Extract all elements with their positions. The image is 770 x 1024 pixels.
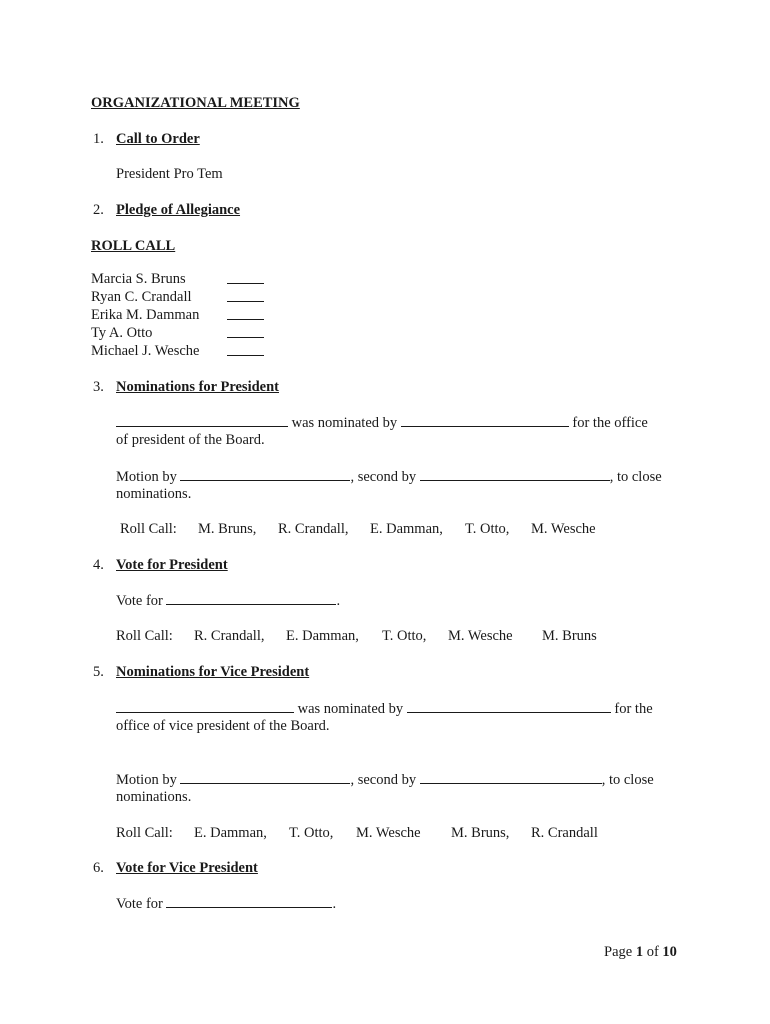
item-2-heading: Pledge of Allegiance (116, 202, 241, 218)
item-5-heading: Nominations for Vice President (116, 664, 310, 680)
roll-call-name: E. Damman, (194, 825, 267, 841)
item-3-nominations: nominations. (116, 486, 192, 502)
for-the-text: for the (614, 701, 653, 717)
roll-call-member: Marcia S. Bruns (91, 271, 186, 287)
item-3-heading: Nominations for President (116, 379, 279, 395)
item-5-motion-line (116, 770, 654, 789)
roll-call-label: Roll Call: (116, 628, 173, 644)
item-4-heading: Vote for President (116, 557, 228, 573)
attendance-blank[interactable] (227, 270, 264, 284)
roll-call-name: M. Bruns (542, 628, 597, 644)
attendance-blank[interactable] (227, 324, 264, 338)
item-5-line2: office of vice president of the Board. (116, 718, 330, 734)
motion-by-blank[interactable] (180, 467, 350, 481)
item-4-vote-line (116, 591, 340, 610)
to-close-text: , to close (609, 469, 662, 485)
page-total: 10 (662, 944, 677, 960)
attendance-blank[interactable] (227, 306, 264, 320)
roll-call-name: M. Bruns, (198, 521, 257, 537)
item-3-line1 (116, 413, 648, 432)
item-6-vote-line (116, 894, 336, 913)
page-number: 1 (635, 944, 644, 960)
item-1-heading: Call to Order (116, 131, 200, 147)
item-5-line1 (116, 699, 653, 718)
motion-by-text: Motion by (116, 469, 177, 485)
roll-call-member: Erika M. Damman (91, 307, 200, 323)
attendance-blank[interactable] (227, 288, 264, 302)
page-footer (604, 943, 677, 961)
was-nominated-by-text: was nominated by (291, 415, 398, 431)
of-label: of (646, 944, 659, 960)
roll-call-member: Ty A. Otto (91, 325, 153, 341)
roll-call-name: T. Otto, (289, 825, 334, 841)
motion-by-text: Motion by (116, 772, 177, 788)
item-5-number: 5. (93, 664, 104, 680)
second-by-blank[interactable] (420, 467, 610, 481)
item-1-text: President Pro Tem (116, 166, 223, 182)
document-title: ORGANIZATIONAL MEETING (91, 95, 300, 111)
vote-for-blank[interactable] (166, 894, 332, 908)
roll-call-name: M. Wesche (448, 628, 513, 644)
roll-call-heading: ROLL CALL (91, 238, 176, 254)
roll-call-member: Ryan C. Crandall (91, 289, 192, 305)
item-3-line2: of president of the Board. (116, 432, 265, 448)
item-1-number: 1. (93, 131, 104, 147)
roll-call-name: R. Crandall, (194, 628, 265, 644)
roll-call-label: Roll Call: (116, 825, 173, 841)
was-nominated-by-text: was nominated by (297, 701, 404, 717)
roll-call-name: R. Crandall (531, 825, 598, 841)
nominee-blank[interactable] (116, 699, 294, 713)
vote-for-blank[interactable] (166, 591, 336, 605)
item-3-roll-call (0, 520, 770, 538)
item-3-motion-line (116, 467, 662, 486)
roll-call-name: M. Bruns, (451, 825, 510, 841)
item-6-number: 6. (93, 860, 104, 876)
attendance-blank[interactable] (227, 342, 264, 356)
second-by-blank[interactable] (420, 770, 602, 784)
period-text: . (336, 593, 341, 609)
page-label: Page (604, 944, 633, 960)
nominee-blank[interactable] (116, 413, 288, 427)
second-by-text: , second by (350, 469, 417, 485)
period-text: . (332, 896, 337, 912)
item-5-roll-call (0, 824, 770, 842)
roll-call-name: T. Otto, (465, 521, 510, 537)
nominator-blank[interactable] (407, 699, 611, 713)
vote-for-text: Vote for (116, 593, 163, 609)
roll-call-label: Roll Call: (120, 521, 177, 537)
motion-by-blank[interactable] (180, 770, 350, 784)
roll-call-name: R. Crandall, (278, 521, 349, 537)
item-2-number: 2. (93, 202, 104, 218)
second-by-text: , second by (350, 772, 417, 788)
item-4-number: 4. (93, 557, 104, 573)
for-the-office-text: for the office (572, 415, 648, 431)
item-4-roll-call (0, 627, 770, 645)
vote-for-text: Vote for (116, 896, 163, 912)
nominator-blank[interactable] (401, 413, 569, 427)
roll-call-member: Michael J. Wesche (91, 343, 200, 359)
roll-call-name: M. Wesche (356, 825, 421, 841)
roll-call-name: E. Damman, (370, 521, 443, 537)
item-6-heading: Vote for Vice President (116, 860, 258, 876)
to-close-text: , to close (601, 772, 654, 788)
item-3-number: 3. (93, 379, 104, 395)
item-5-nominations: nominations. (116, 789, 192, 805)
roll-call-name: T. Otto, (382, 628, 427, 644)
roll-call-name: M. Wesche (531, 521, 596, 537)
roll-call-name: E. Damman, (286, 628, 359, 644)
